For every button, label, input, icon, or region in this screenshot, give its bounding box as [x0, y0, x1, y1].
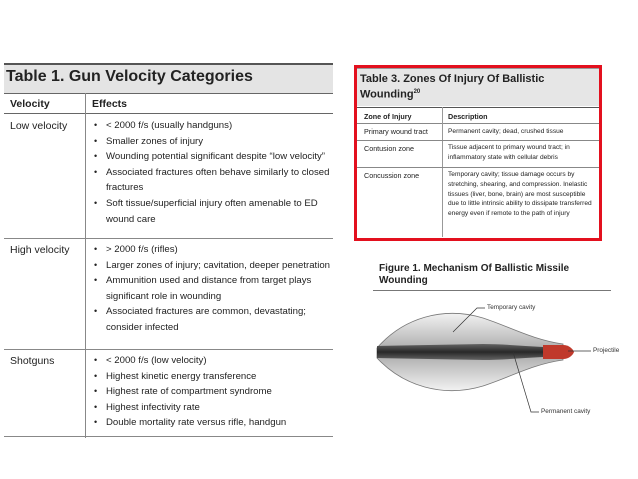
table1-effects-list	[94, 242, 330, 336]
table1-row-label: Low velocity	[10, 120, 68, 132]
permanent-cavity-shape	[377, 344, 543, 360]
table1-effects-list	[94, 118, 330, 227]
figure-ballistic-wounding	[373, 260, 623, 430]
list-item: • Ammunition used and distance from target plays significant role in wounding	[94, 273, 330, 304]
list-item: • < 2000 f/s (usually handguns)	[94, 118, 330, 134]
list-item: • Wounding potential significant despite “low velocity”	[94, 149, 330, 165]
figure1-title: Figure 1. Mechanism Of Ballistic Missile Wounding	[379, 263, 570, 286]
table3-desc: Temporary cavity; tissue damage occurs by stretching, shearing, and compression. Inelastic tissues (liver, bone, brain) are most susceptible due to little intrinsic ability to dissipate transferred energy even if remote to the path of injury	[448, 171, 592, 218]
table1-title: Table 1. Gun Velocity Categories	[6, 68, 253, 85]
label-temporary-cavity: Temporary cavity	[487, 304, 536, 311]
list-item: • Double mortality rate versus rifle, handgun	[94, 415, 330, 431]
table1-rule	[4, 93, 333, 94]
list-item: • Highest kinetic energy transference	[94, 369, 330, 385]
list-item: • Soft tissue/superficial injury often amenable to ED wound care	[94, 196, 330, 227]
table3-title	[360, 73, 596, 102]
table3-rule	[357, 167, 599, 168]
table1-row-label: High velocity	[10, 244, 70, 256]
table3-col-zone: Zone of Injury	[364, 112, 412, 121]
table1-row-rule	[4, 238, 333, 239]
table1-title-bar	[4, 63, 333, 93]
table3-zone: Primary wound tract	[364, 127, 428, 136]
list-item: • > 2000 f/s (rifles)	[94, 242, 330, 258]
table3-rule	[357, 123, 599, 124]
table3-title-bar	[357, 68, 599, 106]
table1-rule	[4, 113, 333, 114]
table3-title-text: Table 3. Zones Of Injury Of Ballistic Wounding	[360, 73, 545, 101]
list-item: • Associated fractures are common, devastating; consider infected	[94, 304, 330, 335]
list-item: • Highest rate of compartment syndrome	[94, 384, 330, 400]
projectile-shape	[543, 345, 574, 359]
table3-zone: Contusion zone	[364, 144, 414, 153]
table1-col-velocity: Velocity	[10, 98, 50, 110]
table1-row-label: Shotguns	[10, 355, 55, 367]
list-item: • Highest infectivity rate	[94, 400, 330, 416]
table3-rule	[357, 107, 599, 108]
table3-desc: Permanent cavity; dead, crushed tissue	[448, 128, 564, 135]
table3-zone: Concussion zone	[364, 171, 420, 180]
table3-desc: Tissue adjacent to primary wound tract; in inflammatory state with cellular debris	[448, 144, 570, 161]
table1-effects-list	[94, 353, 330, 431]
table1-row-rule	[4, 436, 333, 437]
list-item: • < 2000 f/s (low velocity)	[94, 353, 330, 369]
list-item: • Smaller zones of injury	[94, 134, 330, 150]
table-zones-of-injury	[354, 65, 602, 241]
list-item: • Associated fractures often behave similarly to closed fractures	[94, 165, 330, 196]
label-permanent-cavity: Permanent cavity	[541, 408, 591, 415]
list-item: • Larger zones of injury; cavitation, deeper penetration	[94, 258, 330, 274]
table3-col-desc: Description	[448, 112, 488, 121]
table3-rule	[357, 140, 599, 141]
label-projectile: Projectile	[593, 347, 620, 354]
table-gun-velocity	[4, 63, 333, 438]
wound-diagram	[373, 260, 623, 430]
table1-col-effects: Effects	[92, 98, 128, 110]
table3-divider	[442, 107, 443, 237]
table3-title-ref: 20	[413, 89, 421, 95]
table1-row-rule	[4, 349, 333, 350]
table1-divider	[85, 93, 86, 438]
